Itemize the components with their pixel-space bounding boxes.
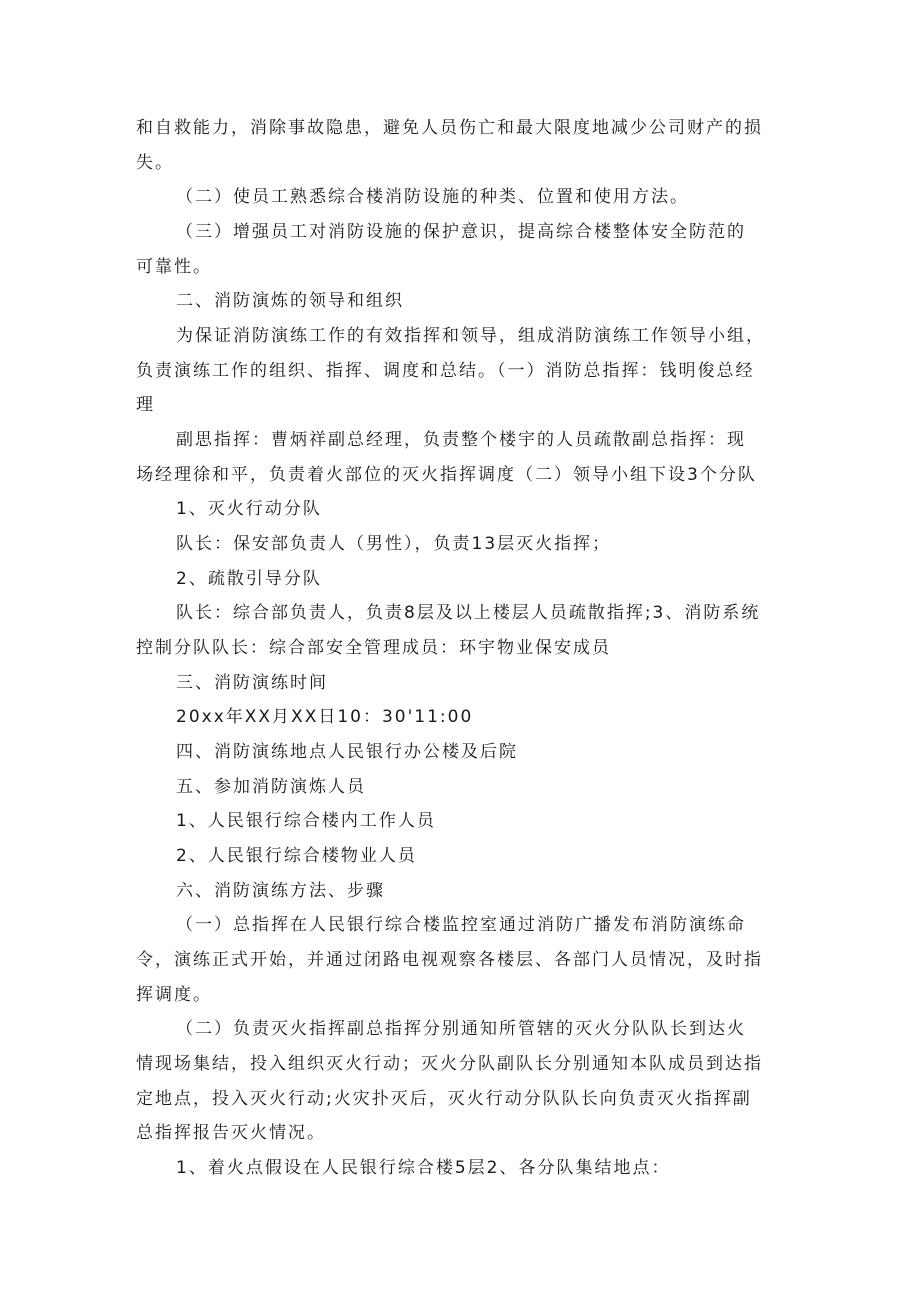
- text-line: 为保证消防演练工作的有效指挥和领导，组成消防演练工作领导小组，: [176, 326, 765, 346]
- text-line: 可靠性。: [136, 257, 212, 277]
- text-line: 和自救能力，消除事故隐患，避免人员伤亡和最大限度地减少公司财产的损: [136, 118, 763, 138]
- text-line: 失。: [136, 153, 174, 173]
- text-line: 副思指挥：曹炳祥副总经理，负责整个楼宇的人员疏散副总指挥：现: [176, 430, 746, 450]
- section-heading: 五、参加消防演炼人员: [176, 777, 366, 797]
- text-line: 令，演练正式开始，并通过闭路电视观察各楼层、各部门人员情况，及时指: [136, 950, 763, 970]
- text-line: 定地点，投入灭火行动;火灾扑灭后，灭火行动分队队长向负责灭火指挥副: [136, 1089, 752, 1109]
- text-line: （二）负责灭火指挥副总指挥分别通知所管辖的灭火分队队长到达火: [176, 1019, 746, 1039]
- text-line: （一）总指挥在人民银行综合楼监控室通过消防广播发布消防演练命: [176, 915, 746, 935]
- text-line: （二）使员工熟悉综合楼消防设施的种类、位置和使用方法。: [176, 187, 689, 207]
- list-item: 2、人民银行综合楼物业人员: [176, 846, 417, 866]
- text-line: 20xx年XX月XX日10：30'11:00: [176, 707, 474, 727]
- section-heading: 二、消防演炼的领导和组织: [176, 291, 404, 311]
- list-item: 1、灭火行动分队: [176, 499, 322, 519]
- text-line: 情现场集结，投入组织灭火行动；灭火分队副队长分别通知本队成员到达指: [136, 1054, 763, 1074]
- text-line: 队长：综合部负责人，负责8层及以上楼层人员疏散指挥;3、消防系统: [176, 603, 761, 623]
- list-item: 2、疏散引导分队: [176, 569, 322, 589]
- text-line: 队长：保安部负责人（男性），负责13层灭火指挥；: [176, 534, 612, 554]
- text-line: 负责演练工作的组织、指挥、调度和总结。（一）消防总指挥：钱明俊总经: [136, 361, 755, 381]
- section-heading: 三、消防演练时间: [176, 673, 328, 693]
- text-line: 理: [136, 395, 155, 415]
- text-line: 1、着火点假设在人民银行综合楼5层2、各分队集结地点：: [176, 1158, 671, 1178]
- list-item: 1、人民银行综合楼内工作人员: [176, 811, 436, 831]
- text-line: 总指挥报告灭火情况。: [136, 1123, 326, 1143]
- text-line: 控制分队队长：综合部安全管理成员：环宇物业保安成员: [136, 638, 611, 658]
- text-line: 挥调度。: [136, 985, 212, 1005]
- section-heading: 四、消防演练地点人民银行办公楼及后院: [176, 742, 518, 762]
- text-line: 场经理徐和平，负责着火部位的灭火指挥调度（二）领导小组下设3个分队: [136, 465, 757, 485]
- text-line: （三）增强员工对消防设施的保护意识，提高综合楼整体安全防范的: [176, 222, 746, 242]
- section-heading: 六、消防演练方法、步骤: [176, 881, 385, 901]
